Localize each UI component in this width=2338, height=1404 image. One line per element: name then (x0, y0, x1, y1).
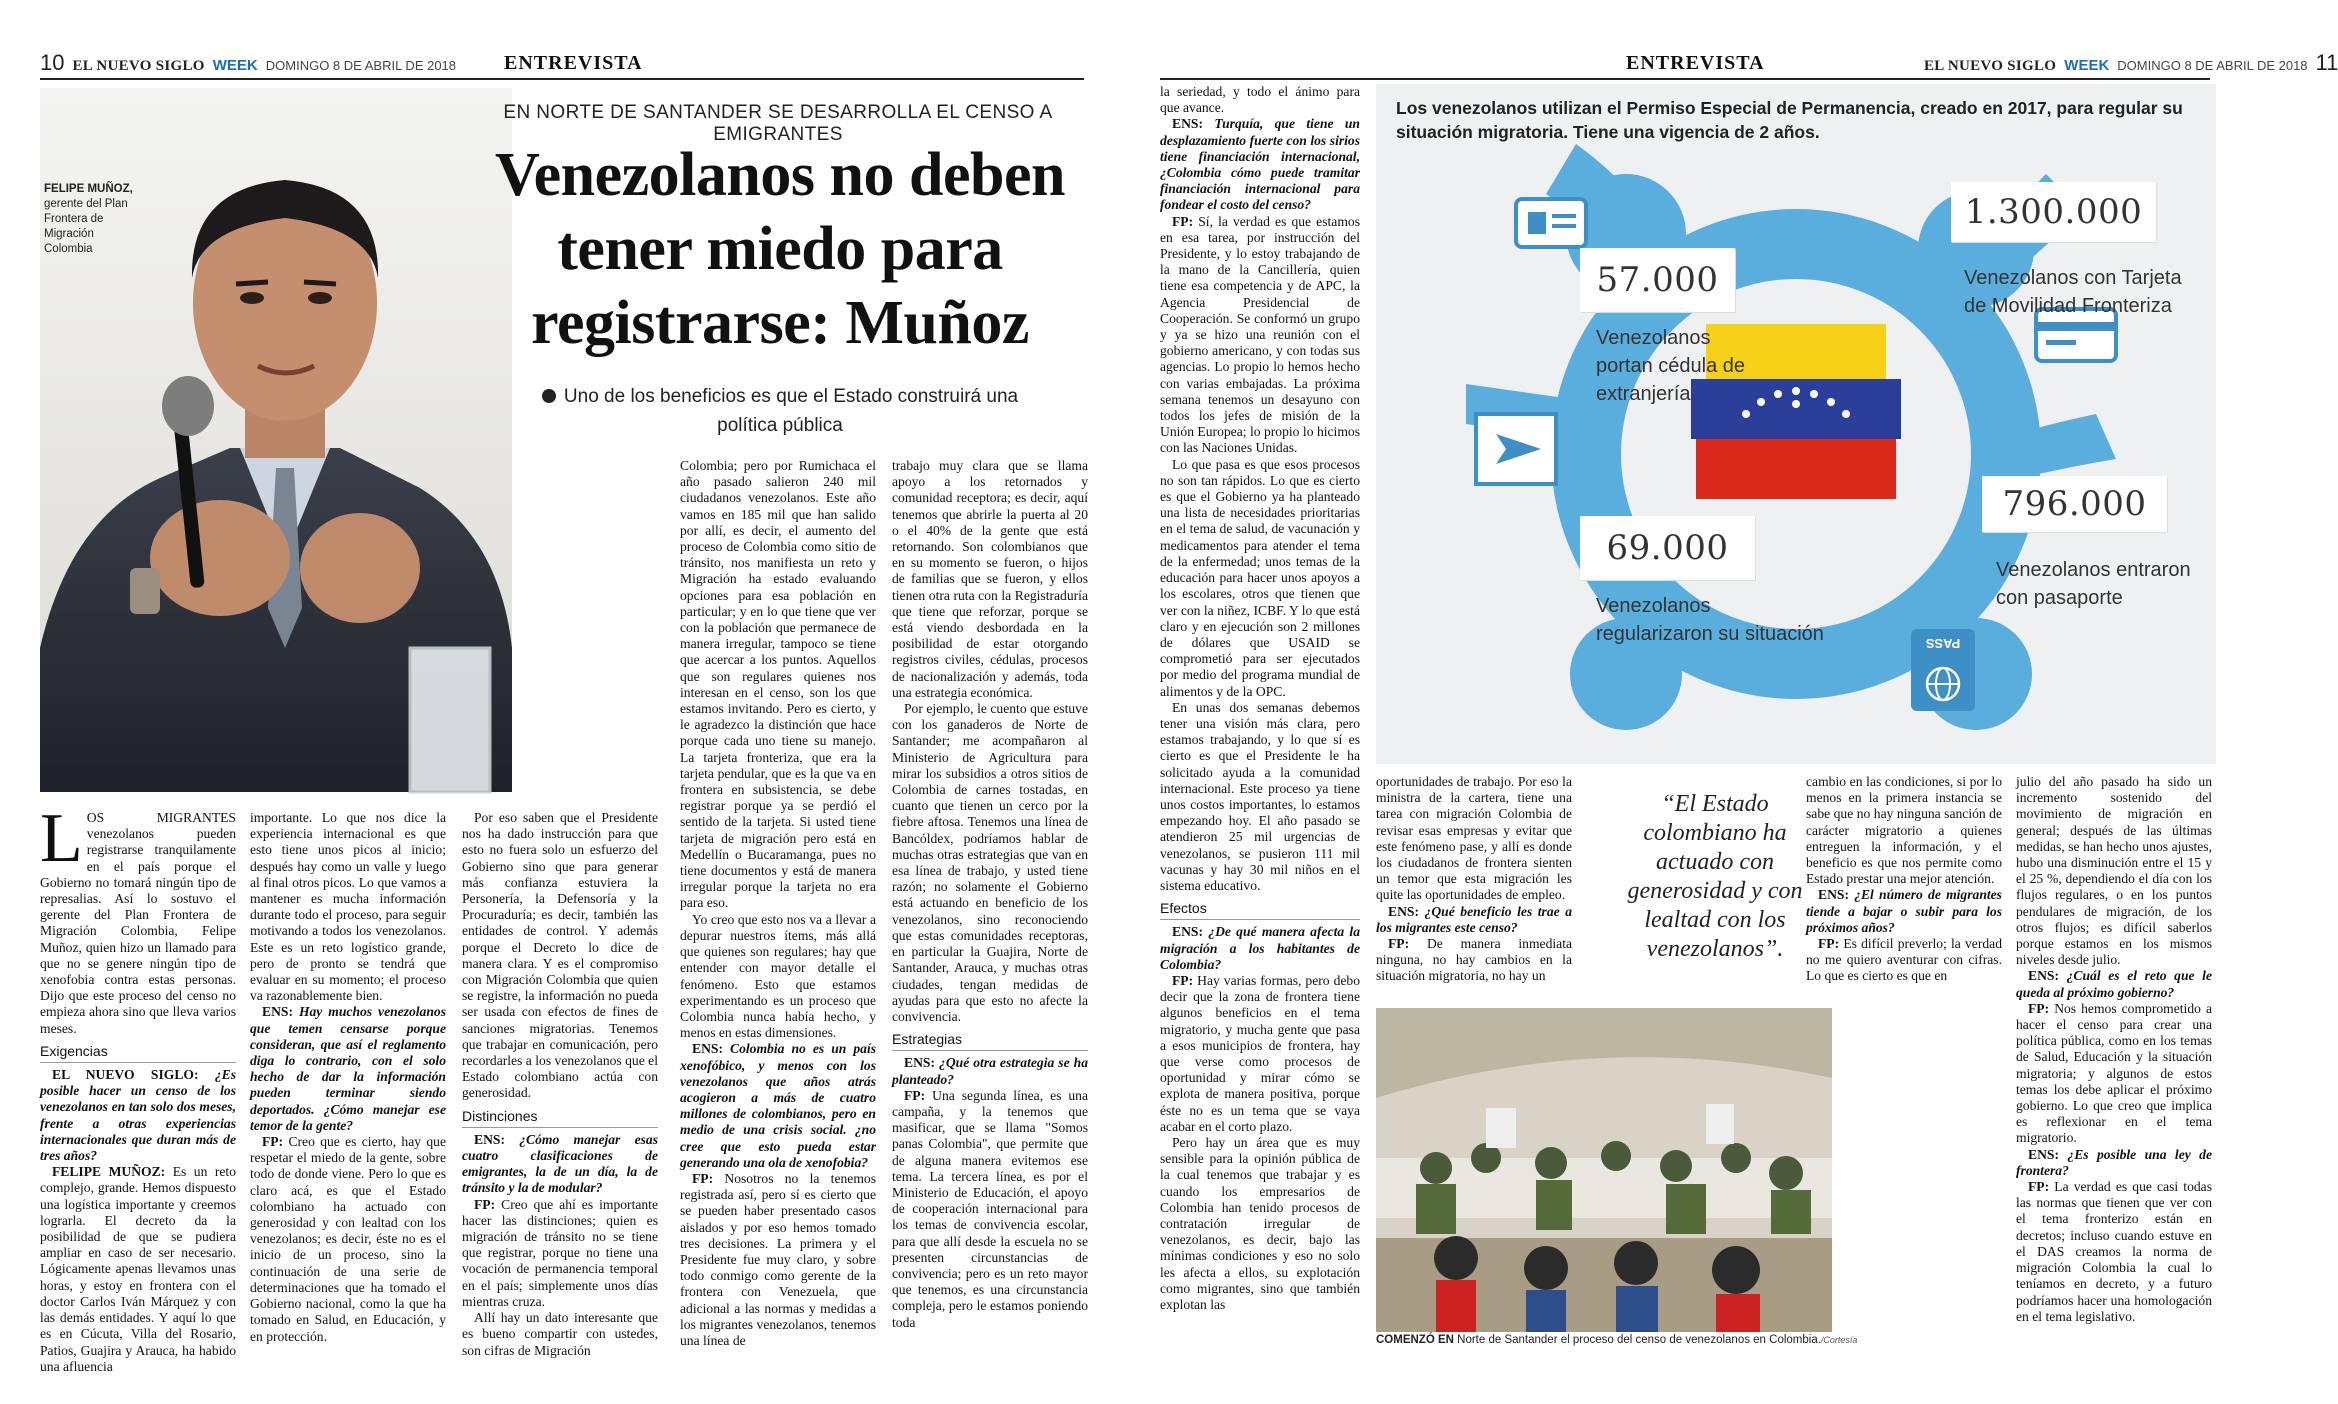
subhead-exigencias: Exigencias (40, 1043, 236, 1063)
stat-label-cedula: Venezolanos portan cédula de extranjería (1596, 327, 1746, 405)
answer-text: Sí, la verdad es que estamos en esa tarea, por instrucción del Presidente, y lo estoy trabajando de la mano de la Cancillería, quien tiene esa competencia y de APC, la Agencia Presidencial de Cooperación. Se conformó un grupo y ya se hizo una reunión con el gobierno americano, y con todas sus agencias. Lo propio lo hemos hecho con varias embajadas. La próxima semana tenemos un desayuno con todos los jefes de misión de la Unión Europea; lo propio lo hicimos con las Naciones Unidas. (1160, 213, 1360, 456)
pull-quote: “El Estado colombiano ha actuado con generosidad y con lealtad con los venezolanos”. (1627, 791, 1803, 962)
section-title-right: ENTREVISTA (1626, 52, 1765, 74)
question-label: ENS: (1818, 887, 1849, 903)
article-column-5 (892, 458, 1088, 1354)
question-text: ¿Cómo manejar esas cuatro clasificaciones de emigrantes, la de un día, la de tránsito y la de modular? (462, 1131, 658, 1196)
answer-label: FP: (1172, 972, 1194, 988)
header-rule (40, 78, 1084, 80)
answer-label: FELIPE MUÑOZ: (52, 1164, 166, 1180)
paragraph: cambio en las condiciones, si por lo menos en la primera instancia se sabe que no hay ninguna sanción de carácter migratorio a quienes entreguen la información, y el beneficio es que nos permite como Estado prestar una mejor atención. (1806, 774, 2002, 887)
caption-text: Norte de Santander el proceso del censo de venezolanos en Colombia. (1457, 1334, 1821, 1346)
paragraph: Por eso saben que el Presidente nos ha dado instrucción para que esto no fuera solo un esfuerzo del Gobierno sino que para generar más confianza estuviera la Personería, la Defensoría y la Procuraduría; es decir, también las entidades de control. Y además porque el Decreto lo dice de manera clara. Y es el compromiso con Migración Colombia que quien se registre, la información no pueda ser usada con efectos de fines de sanciones migratorias. Tenemos que trabajar en comunicación, pero recordarles a los venezolanos que el Estado colombiano actúa con generosidad. (462, 810, 658, 1101)
left-page-header (40, 50, 456, 74)
paragraph: Allí hay un dato interesante que es bueno compartir con ustedes, son cifras de Migración (462, 1310, 658, 1358)
stat-label-pasaporte: Venezolanos entraron con pasaporte (1996, 559, 2191, 609)
question-label: ENS: (1172, 924, 1203, 940)
caption-lead: COMENZÓ EN (1376, 1334, 1454, 1346)
answer-label: FP: (1818, 936, 1840, 952)
answer-text: De manera inmediata ninguna, no hay cambios en la situación migratoria, no hay un (1376, 936, 1572, 984)
question-text: ¿Qué beneficio les trae a los migrantes este censo? (1376, 903, 1572, 935)
paragraph: Pero hay un área que es muy sensible para la opinión pública de la cual tenemos que trabajar y es cuando los empresarios de Colombia han tenido procesos de contratación irregular de venezolanos, es decir, bajo las mínimas condiciones y eso no solo les afecta a ellos, su explotación como migrantes, sino que también explotan las (1160, 1135, 1360, 1313)
photo-caption (44, 182, 136, 257)
question-text: ¿Es posible una ley de frontera? (2016, 1146, 2212, 1178)
answer-text: Hay varias formas, pero debo decir que la zona de frontera tiene algunos beneficios en el tema migratorio, y mucha gente que pasa a esos municipios de frontera, hay que verse como procesos de oportunidad y mirar cómo se explota de manera positiva, porque éste no es un tema que se vaya acabar en el corto plazo. (1160, 972, 1360, 1134)
question-label: ENS: (474, 1131, 505, 1147)
drop-cap: L (40, 800, 83, 877)
paragraph: Colombia; pero por Rumichaca el año pasado salieron 240 mil ciudadanos venezolanos. Este año vamos en 185 mil que han salido por allí, es decir, el aumento del proceso de Colombia como sitio de tránsito, nos manifiesta un reto y Migración ha estado evaluando opciones para esa población en particular; y en lo que tiene que ver con la población que permanece de manera irregular, tampoco se tiene que acercar a los puntos. Aquellos que son regulares quienes nos interesan en el censo, son los que estamos invitando. Pero es cierto, y le agradezco la distinción que hace porque cada uno tiene su manejo. La tarjeta fronteriza, que era la tarjeta pendular, que es la que va en frontera en subsistencia, se debe registrar porque ya se perdió el sentido de la tarjeta. Si usted tiene tarjeta de migración pero está en Medellín o Bucaramanga, pues no tiene documentos y está de manera irregular porque la tarjeta no era para eso. (680, 458, 876, 911)
right-page-header (1924, 50, 2338, 74)
stat-value-tmf: 1.300.000 (1951, 182, 2156, 242)
question-label: ENS: (692, 1041, 723, 1057)
question-label: EL NUEVO SIGLO: (52, 1067, 199, 1083)
page-number: 11 (2315, 50, 2338, 75)
article-column-d (2016, 774, 2212, 1354)
answer-label: FP: (262, 1134, 284, 1150)
article-column-3 (462, 810, 658, 1358)
question-label: ENS: (904, 1055, 935, 1071)
paragraph: julio del año pasado ha sido un incremento sostenido del movimiento de migración en general; después de las últimas medidas, se han hecho unos ajustes, hubo una disminución entre el 15 y el 25 %, dependiendo el día con los flujos regulares, o en los puntos pendulares de migración, de los otros flujos; es difícil saberlos porque estamos en los mismos niveles desde julio. (2016, 774, 2212, 968)
headline: Venezolanos no deben tener miedo para registrarse: Muñoz (495, 141, 1065, 357)
bullet-dot-icon (542, 389, 556, 403)
subhead-distinciones: Distinciones (462, 1108, 658, 1128)
question-text: ¿El número de migrantes tiende a bajar o subir para los próximos años? (1806, 887, 2002, 935)
question-text: ¿Es posible hacer un censo de los venezolanos en tan solo dos meses, frente a otras experiencias internacionales que duran más de tres años? (40, 1067, 237, 1164)
id-card-icon (1516, 199, 1586, 247)
question-label: ENS: (1388, 903, 1419, 919)
passport-label: PASS (1925, 636, 1961, 651)
stat-value-pasaporte: 796.000 (1982, 476, 2167, 532)
census-photo (1376, 1008, 1832, 1332)
question-label: ENS: (2028, 1146, 2059, 1162)
subhead-efectos: Efectos (1160, 900, 1360, 920)
answer-text: Nos hemos comprometido a hacer el censo para crear una política pública, como en los temas de Salud, Educación y la situación migratoria; y algunos de estos temas los debe aplicar el próximo gobierno. Lo que creo que implica es reflexionar en el tema migratorio. (2016, 1000, 2213, 1146)
answer-text: Nosotros no la tenemos registrada así, pero sí es cierto que se pueden haber presentado casos aislados y por eso hemos tomado tres decisiones. La primera y el Presidente fue muy claro, y sobre todo conmigo como gerente de la frontera con Venezuela, que adicional a las normas y medidas a los migrantes venezolanos, tenemos una línea de (680, 1170, 876, 1348)
deck-text: Uno de los beneficios es que el Estado construirá una política pública (563, 386, 1019, 436)
answer-text: Una segunda línea, es una campaña, y la tenemos que masificar, que se llama "Somos panas Colombia", que permite que de alguna manera evitemos ese tema. La tercera línea, es por el Ministerio de Educación, el apoyo de cooperación internacional para los temas de convivencia escolar, para que allí desde la escuela no se presenten circunstancias de convivencia; pero es un reto mayor que tenemos, es una circunstancia compleja, pero le estamos poniendo toda (892, 1087, 1088, 1330)
census-photo-caption (1376, 1334, 1858, 1346)
answer-text: La verdad es que casi todas las normas que tienen que ver con el tema fronterizo están en decretos; incluso cuando estuve en el DAS creamos la norma de migración Colombia la cual lo teníamos en decreto, y a futuro podríamos hacer una homologación en el tema legislativo. (2016, 1179, 2212, 1324)
article-column-c (1806, 774, 2002, 1004)
question-label: ENS: (1172, 116, 1203, 132)
photo-credit: /Cortesía (1820, 1335, 1858, 1345)
paragraph: En unas dos semanas debemos tener una visión más clara, pero estamos trabajando, y lo que sí es cierto es que el Presidente le ha solicitado ayuda a la comunidad internacional. Este proceso ya tiene unos costos importantes, lo estamos empezando hoy. El año pasado se atendieron 25 mil urgencias de venezolanos, se pusieron 111 mil vacunas y hay 30 mil niños en el sistema educativo. (1160, 699, 1360, 893)
article-column-2 (250, 810, 446, 1354)
answer-text: Creo que es cierto, hay que respetar el miedo de la gente, sobre todo de donde viene. Pero lo que es claro acá, es que el Estado colombiano ha actuado con generosidad y con lealtad con los venezolanos; es decir, éste no es el inicio de un proceso, sino la continuación de una serie de determinaciones que ha tomado el Gobierno nacional, como la que ha tomado en Salud, en Educación, y en protección. (250, 1134, 446, 1344)
question-text: Hay muchos venezolanos que temen censarse porque consideran, que así el reglamento diga lo contrario, con el solo hecho de dar la información pueden terminar siendo deportados. ¿Cómo manejar ese temor de la gente? (250, 1004, 447, 1133)
answer-label: FP: (2028, 1000, 2050, 1016)
paragraph: trabajo muy clara que se llama apoyo a los retornados y comunidad receptora; es decir, aquí tenemos que abrirle la puerta al 20 o el 40% de la gente que está retornando. Son colombianos que en su momento se fueron, o hijos de familias que se fueron, y ellos tienen otra ruta con la Registraduría que tiene que reforzar, porque se está viendo desbordada en la posibilidad de estar otorgando registros civiles, cédulas, procesos de nacionalización y además, toda una estrategia económica. (892, 458, 1088, 700)
lead-paragraph: OS MIGRANTES venezolanos pueden registrarse tranquilamente en el país porque el Gobierno no tomará ningún tipo de represalias. Así lo sostuvo el gerente del Plan Frontera de Migración Colombia, Felipe Muñoz, quien hizo un llamado para que no se genere ningún tipo de xenofobia contra estas personas. Dijo que este proceso del censo no empieza ahora sino que lleva varios meses. (40, 810, 236, 1036)
publication-week: WEEK (2064, 57, 2110, 74)
answer-text: Es difícil preverlo; la verdad no me quiero aventurar con cifras. Lo que es cierto es que en (1806, 936, 2002, 984)
answer-label: FP: (904, 1087, 926, 1103)
publication-date: DOMINGO 8 DE ABRIL DE 2018 (2117, 58, 2308, 73)
question-text: ¿Qué otra estrategia se ha planteado? (892, 1055, 1089, 1087)
question-label: ENS: (2028, 968, 2059, 984)
census-scene-illustration (1376, 1008, 1832, 1332)
subhead-estrategias: Estrategias (892, 1031, 1088, 1051)
question-text: Turquía, que tiene un desplazamiento fuerte con los sirios tiene financiación internacional, ¿Colombia cómo puede tramitar financiación internacional para fondear el costo del censo? (1160, 116, 1360, 213)
stat-value-cedula: 57.000 (1580, 248, 1735, 312)
paragraph: Lo que pasa es que esos procesos no son tan rápidos. Lo que es cierto es que el Gobierno ya ha planteado una lista de necesidades prioritarias en el tema de salud, de vacunación y medicamentos para atender el tema de la enfermedad; unos temas de la educación para hacer unos apoyos a los escolares, otros que tienen que ver con la niñez, ICBF. Y lo que está claro y en ejecución son 2 millones de dólares que USAID se comprometió para ser ejecutados por medio del programa mundial de alimentos y de la OPC. (1160, 456, 1360, 699)
infographic-title: Los venezolanos utilizan el Permiso Especial de Permanencia, creado en 2017, para regular su situación migratoria. Tiene una vigencia de 2 años. (1396, 98, 2183, 142)
paragraph: la seriedad, y todo el ánimo para que avance. (1160, 84, 1360, 116)
question-text: ¿De qué manera afecta la migración a los habitantes de Colombia? (1160, 924, 1360, 972)
send-arrow-icon (1476, 414, 1556, 484)
publication-name: EL NUEVO SIGLO (1924, 58, 2057, 74)
publication-week: WEEK (212, 57, 258, 74)
stat-label-tmf: Venezolanos con Tarjeta de Movilidad Fronteriza (1964, 267, 2182, 317)
question-text: Colombia no es un país xenofóbico, y menos con los venezolanos que años atrás acogieron a más de cuatro millones de colombianos, pero en medio de una crisis social. ¿no cree que esto pueda estar generando una ola de xenofobia? (680, 1041, 877, 1170)
paragraph: importante. Lo que nos dice la experiencia internacional es que esto tiene unos picos al inicio; después hay como un valle y luego al final otros picos. Lo que vamos a mantener es mucha información durante todo el proceso, para seguir motivando a todos los venezolanos. Este es un reto logístico grande, pero de pronto se tendrá que evaluar en su momento; el proceso va razonablemente bien. (250, 810, 446, 1004)
answer-label: FP: (2028, 1179, 2050, 1195)
interviewee-photo (40, 88, 512, 792)
answer-label: FP: (474, 1196, 496, 1212)
stat-label-regularizaron: Venezolanos regularizaron su situación (1596, 595, 1824, 645)
answer-text: Creo que ahí es importante hacer las distinciones; quien es migración de tránsito no se tiene que registrar, porque no tiene una vocación de permanencia temporal en el país; simplemente unos días mientras cruza. (462, 1196, 658, 1309)
answer-label: FP: (1172, 213, 1194, 229)
paragraph: Por ejemplo, le cuento que estuve con los ganaderos de Norte de Santander; me acompañaron al Ministerio de Agricultura para mirar los subsidios a otros sitios de Colombia de carnes tostadas, en cuanto que tienen un cerco por la fiebre aftosa. Tenemos una línea de Bancóldex, podríamos hablar de muchas otras estrategias que van en esa línea de trabajo, y usted tiene razón; no solamente el Gobierno está actuando en beneficio de los venezolanos, sino reconociendo que estas comunidades receptoras, en particular la Guajira, Norte de Santander, Arauca, y muchas otras ciudades, tengan medidas de ayudas para que esto no afecte la convivencia. (892, 701, 1088, 1024)
publication-date: DOMINGO 8 DE ABRIL DE 2018 (265, 58, 457, 73)
answer-label: FP: (692, 1170, 714, 1186)
question-text: ¿Cuál es el reto que le queda al próximo gobierno? (2016, 968, 2212, 1000)
page-number: 10 (40, 50, 65, 75)
photo-caption-role: gerente del Plan Frontera de Migración Colombia (44, 198, 128, 255)
section-title: ENTREVISTA (504, 52, 643, 74)
answer-text: Es un reto complejo, grande. Hemos dispuesto una logística importante y creemos lograrla. El decreto da la posibilidad de que se pudiera ampliar en caso de ser necesario. Lógicamente apenas llevamos unas horas, y estoy en frontera con el doctor Carlos Iván Márquez y con las demás entidades. Y aquí lo que es en Cúcuta, Villa del Rosario, Patios, Guajira y Arauca, ha habido una afluencia (40, 1164, 236, 1374)
article-column-1 (40, 800, 237, 1374)
left-page (0, 0, 1124, 1404)
header-rule-right (1160, 78, 2210, 80)
publication-name: EL NUEVO SIGLO (72, 58, 205, 74)
kicker: EN NORTE DE SANTANDER SE DESARROLLA EL CENSO A EMIGRANTES (503, 102, 1053, 145)
photo-caption-name: FELIPE MUÑOZ, (44, 183, 133, 195)
deck (540, 382, 1020, 440)
stat-value-regularizaron: 69.000 (1580, 516, 1755, 580)
article-column-a (1160, 84, 1360, 1354)
paragraph: Yo creo que esto nos va a llevar a depurar nuestros ítems, más allá que quienes son regulares; hay que entender con mayor detalle el fenómeno. Esto que estamos experimentando es un proceso que Colombia nunca había hecho, y menos en estas dimensiones. (680, 911, 876, 1041)
answer-label: FP: (1388, 936, 1410, 952)
article-column-4 (680, 458, 876, 1354)
article-column-b (1376, 774, 1572, 1004)
infographic (1376, 84, 2216, 764)
paragraph: oportunidades de trabajo. Por eso la ministra de la cartera, tiene una tarea con migración Colombia de revisar esas empresas y evitar que este fenómeno pase, y allí es donde los ciudadanos de frontera sienten un temor que esta migración les quite las oportunidades de empleo. (1376, 774, 1572, 903)
question-label: ENS: (262, 1004, 293, 1020)
